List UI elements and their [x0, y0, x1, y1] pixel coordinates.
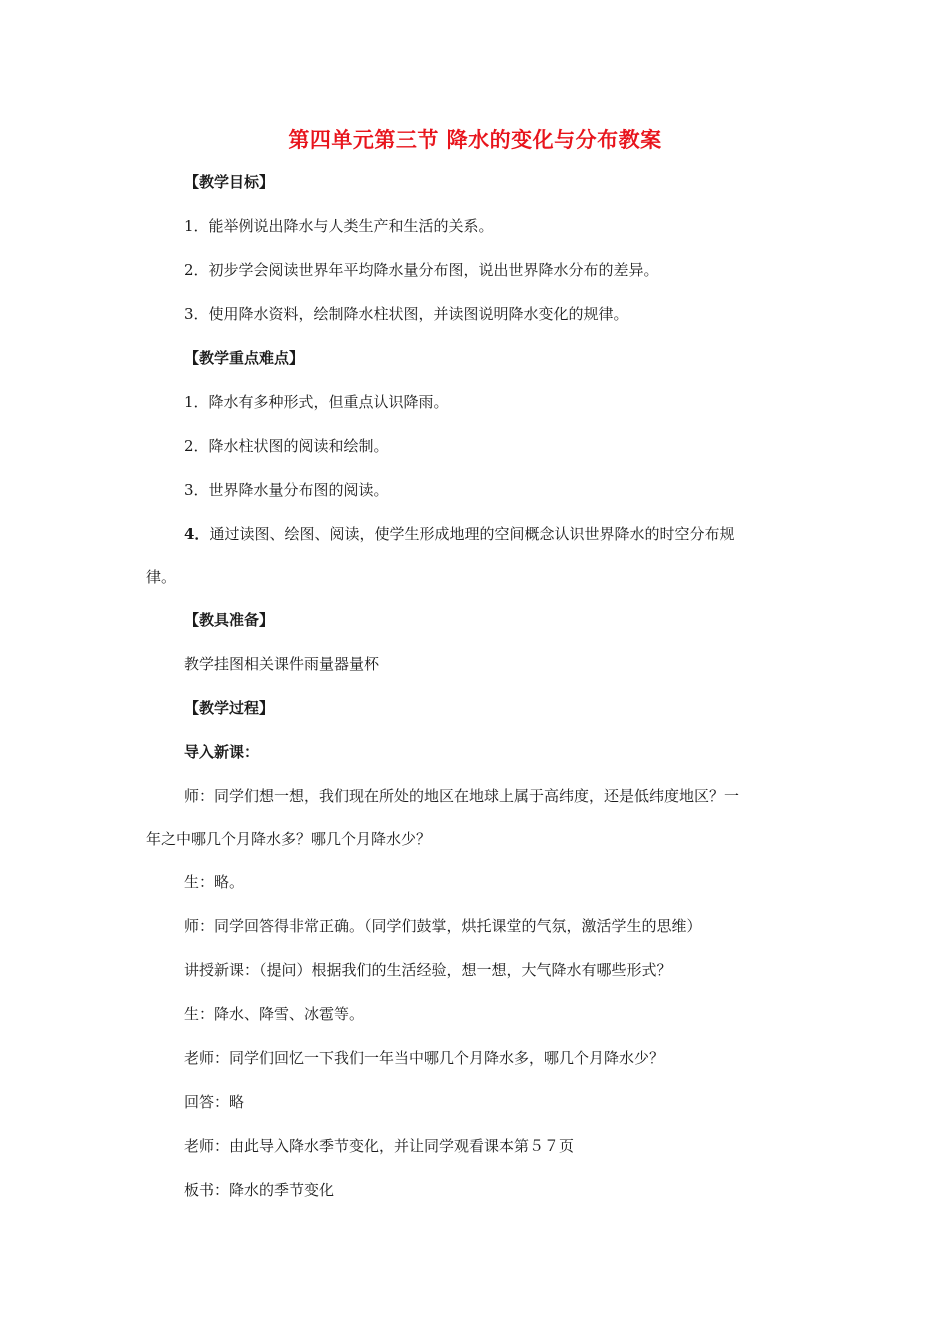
tools-text: 教学挂图相关课件雨量器量杯	[184, 655, 380, 673]
key-point-item-1: 1．降水有多种形式，但重点认识降雨。	[184, 393, 449, 411]
objective-item-2: 2．初步学会阅读世界年平均降水量分布图，说出世界降水分布的差异。	[184, 261, 659, 279]
key-point-item-2: 2．降水柱状图的阅读和绘制。	[184, 437, 389, 455]
dialogue-line-1: 师：同学们想一想，我们现在所处的地区在地球上属于高纬度，还是低纬度地区？一	[184, 787, 740, 805]
section-heading-key-points: 【教学重点难点】	[184, 349, 305, 367]
document-title: 第四单元第三节 降水的变化与分布教案	[288, 127, 662, 152]
dialogue-line-1-continuation: 年之中哪几个月降水多？哪几个月降水少？	[146, 830, 432, 848]
objective-item-1: 1．能举例说出降水与人类生产和生活的关系。	[184, 217, 494, 235]
key-point-4-text: 通过读图、绘图、阅读，使学生形成地理的空间概念认识世界降水的时空分布规	[209, 525, 735, 543]
dialogue-line-8: 老师：由此导入降水季节变化，并让同学观看课本第５７页	[184, 1137, 575, 1155]
intro-heading: 导入新课：	[184, 743, 260, 761]
dialogue-line-5: 生：降水、降雪、冰雹等。	[184, 1005, 365, 1023]
dialogue-line-9: 板书：降水的季节变化	[184, 1181, 335, 1199]
key-point-4-number: 4．	[184, 525, 210, 543]
key-point-item-4-continuation: 律。	[146, 568, 177, 586]
key-point-item-3: 3．世界降水量分布图的阅读。	[184, 481, 389, 499]
section-heading-objectives: 【教学目标】	[184, 173, 275, 191]
dialogue-line-2: 生：略。	[184, 873, 245, 891]
section-heading-process: 【教学过程】	[184, 699, 275, 717]
dialogue-line-3: 师：同学回答得非常正确。（同学们鼓掌，烘托课堂的气氛，激活学生的思维）	[184, 917, 702, 935]
dialogue-line-7: 回答：略	[184, 1093, 245, 1111]
dialogue-line-4: 讲授新课：（提问）根据我们的生活经验，想一想，大气降水有哪些形式？	[184, 961, 672, 979]
objective-item-3: 3．使用降水资料，绘制降水柱状图，并读图说明降水变化的规律。	[184, 305, 629, 323]
section-heading-tools: 【教具准备】	[184, 611, 275, 629]
dialogue-line-6: 老师：同学们回忆一下我们一年当中哪几个月降水多，哪几个月降水少？	[184, 1049, 665, 1067]
key-point-item-4	[184, 523, 734, 545]
